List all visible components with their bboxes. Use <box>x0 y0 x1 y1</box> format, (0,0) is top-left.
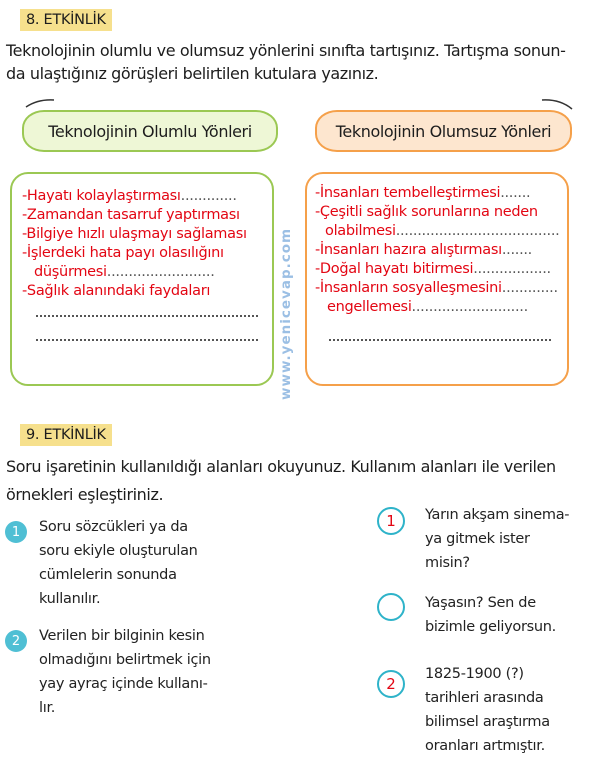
negative-answer: -Çeşitli sağlık sorunlarına neden <box>315 204 538 220</box>
activity-9-label: 9. ETKİNLİK <box>20 424 112 446</box>
instruction-line-1: Soru işaretinin kullanıldığı alanları okuyunuz. Kullanım alanları ile verilen <box>6 457 556 476</box>
use-2-text: Verilen bir bilginin kesin olmadığını belirtmek için yay ayraç içinde kullanı- lır. <box>39 628 211 716</box>
negative-answer: -İnsanları tembelleştirmesi....... <box>315 185 531 201</box>
positive-answer: -Sağlık alanındaki faydaları <box>22 283 211 299</box>
answer-circle-1[interactable]: 1 <box>377 507 405 535</box>
example-3-text: 1825-1900 (?) tarihleri arasında bilimsel araştırma oranları artmıştır. <box>425 666 550 754</box>
negative-answers <box>315 184 560 341</box>
negative-answer: -İnsanları hazıra alıştırması....... <box>315 242 532 258</box>
positive-answer: düşürmesi......................... <box>34 264 215 280</box>
negative-answer: -Doğal hayatı bitirmesi.................. <box>315 261 551 277</box>
negative-header <box>315 110 572 152</box>
negative-answer: engellemesi........................... <box>327 299 528 315</box>
negative-answer: -İnsanların sosyalleşmesini............. <box>315 280 558 296</box>
positive-answer: -Hayatı kolaylaştırması............. <box>22 188 237 204</box>
activity-9-instruction <box>6 455 586 506</box>
example-2-text: Yaşasın? Sen de bizimle geliyorsun. <box>425 595 556 635</box>
watermark: www.yenicevap.com <box>278 227 294 400</box>
positive-header <box>22 110 278 152</box>
blank-line <box>36 315 258 317</box>
positive-answers <box>22 187 270 341</box>
use-1-text: Soru sözcükleri ya da soru ekiyle oluşturulan cümlelerin sonunda kullanılır. <box>39 519 198 607</box>
use-number-2: 2 <box>5 630 27 652</box>
instruction-line-2: da ulaştığınız görüşleri belirtilen kutulara yazınız. <box>6 64 379 83</box>
activity-8-label: 8. ETKİNLİK <box>20 9 112 31</box>
positive-answer: -Zamandan tasarruf yaptırması <box>22 207 240 223</box>
use-number-1: 1 <box>5 521 27 543</box>
instruction-line-2: örnekleri eşleştiriniz. <box>6 485 164 504</box>
example-1-text: Yarın akşam sinema- ya gitmek ister misin? <box>425 507 570 571</box>
instruction-line-1: Teknolojinin olumlu ve olumsuz yönlerini sınıfta tartışınız. Tartışma sonun- <box>6 41 566 60</box>
answer-circle-3[interactable]: 2 <box>377 670 405 698</box>
positive-header-label: Teknolojinin Olumlu Yönleri <box>48 121 252 141</box>
blank-line <box>36 339 258 341</box>
positive-answer: -Bilgiye hızlı ulaşmayı sağlaması <box>22 226 247 242</box>
blank-line <box>329 339 551 341</box>
negative-header-label: Teknolojinin Olumsuz Yönleri <box>335 121 552 141</box>
negative-answer: olabilmesi...................................... <box>325 223 560 239</box>
answer-circle-2[interactable] <box>377 593 405 621</box>
activity-8-instruction <box>6 39 586 85</box>
positive-answer: -İşlerdeki hata payı olasılığını <box>22 245 224 261</box>
